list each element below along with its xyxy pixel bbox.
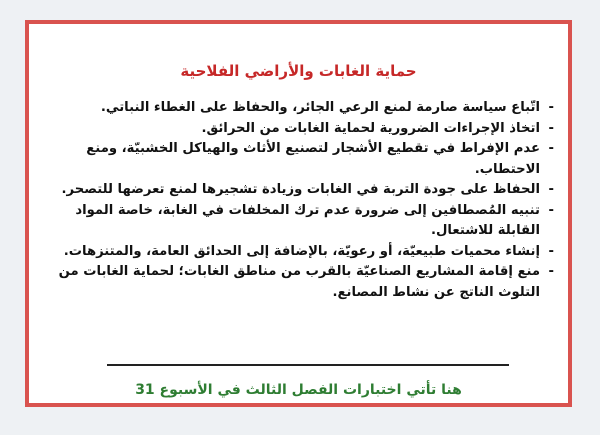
footer-note: هنا تأتي اختبارات الفصل الثالث في الأسبوع 31 xyxy=(135,382,462,398)
divider xyxy=(107,364,509,366)
list-item: - اتخاذ الإجراءات الضرورية لحماية الغابات من الحرائق. xyxy=(47,119,554,140)
list-item: - منع إقامة المشاريع الصناعيّة بالقرب من مناطق الغابات؛ لحماية الغابات من التلوث الناتج عن نشاط المصانع. xyxy=(47,262,554,303)
measures-list xyxy=(47,98,554,303)
list-item: - تنبيه المُصطافين إلى ضرورة عدم ترك المخلفات في الغابة، خاصة المواد القابلة للاشتعال. xyxy=(47,201,554,242)
list-item: - إنشاء محميات طبيعيّة، أو رعويّة، بالإضافة إلى الحدائق العامة، والمتنزهات. xyxy=(47,242,554,263)
content-frame xyxy=(25,20,572,407)
list-item: - الحفاظ على جودة التربة في الغابات وزيادة تشجيرها لمنع تعرضها للتصحر. xyxy=(47,180,554,201)
page-title: حماية الغابات والأراضي الفلاحية xyxy=(180,62,417,80)
list-item: - اتّباع سياسة صارمة لمنع الرعي الجائر، والحفاظ على الغطاء النباتي. xyxy=(47,98,554,119)
list-item: - عدم الإفراط في تقطيع الأشجار لتصنيع الأثاث والهياكل الخشبيّة، ومنع الاحتطاب. xyxy=(47,139,554,180)
